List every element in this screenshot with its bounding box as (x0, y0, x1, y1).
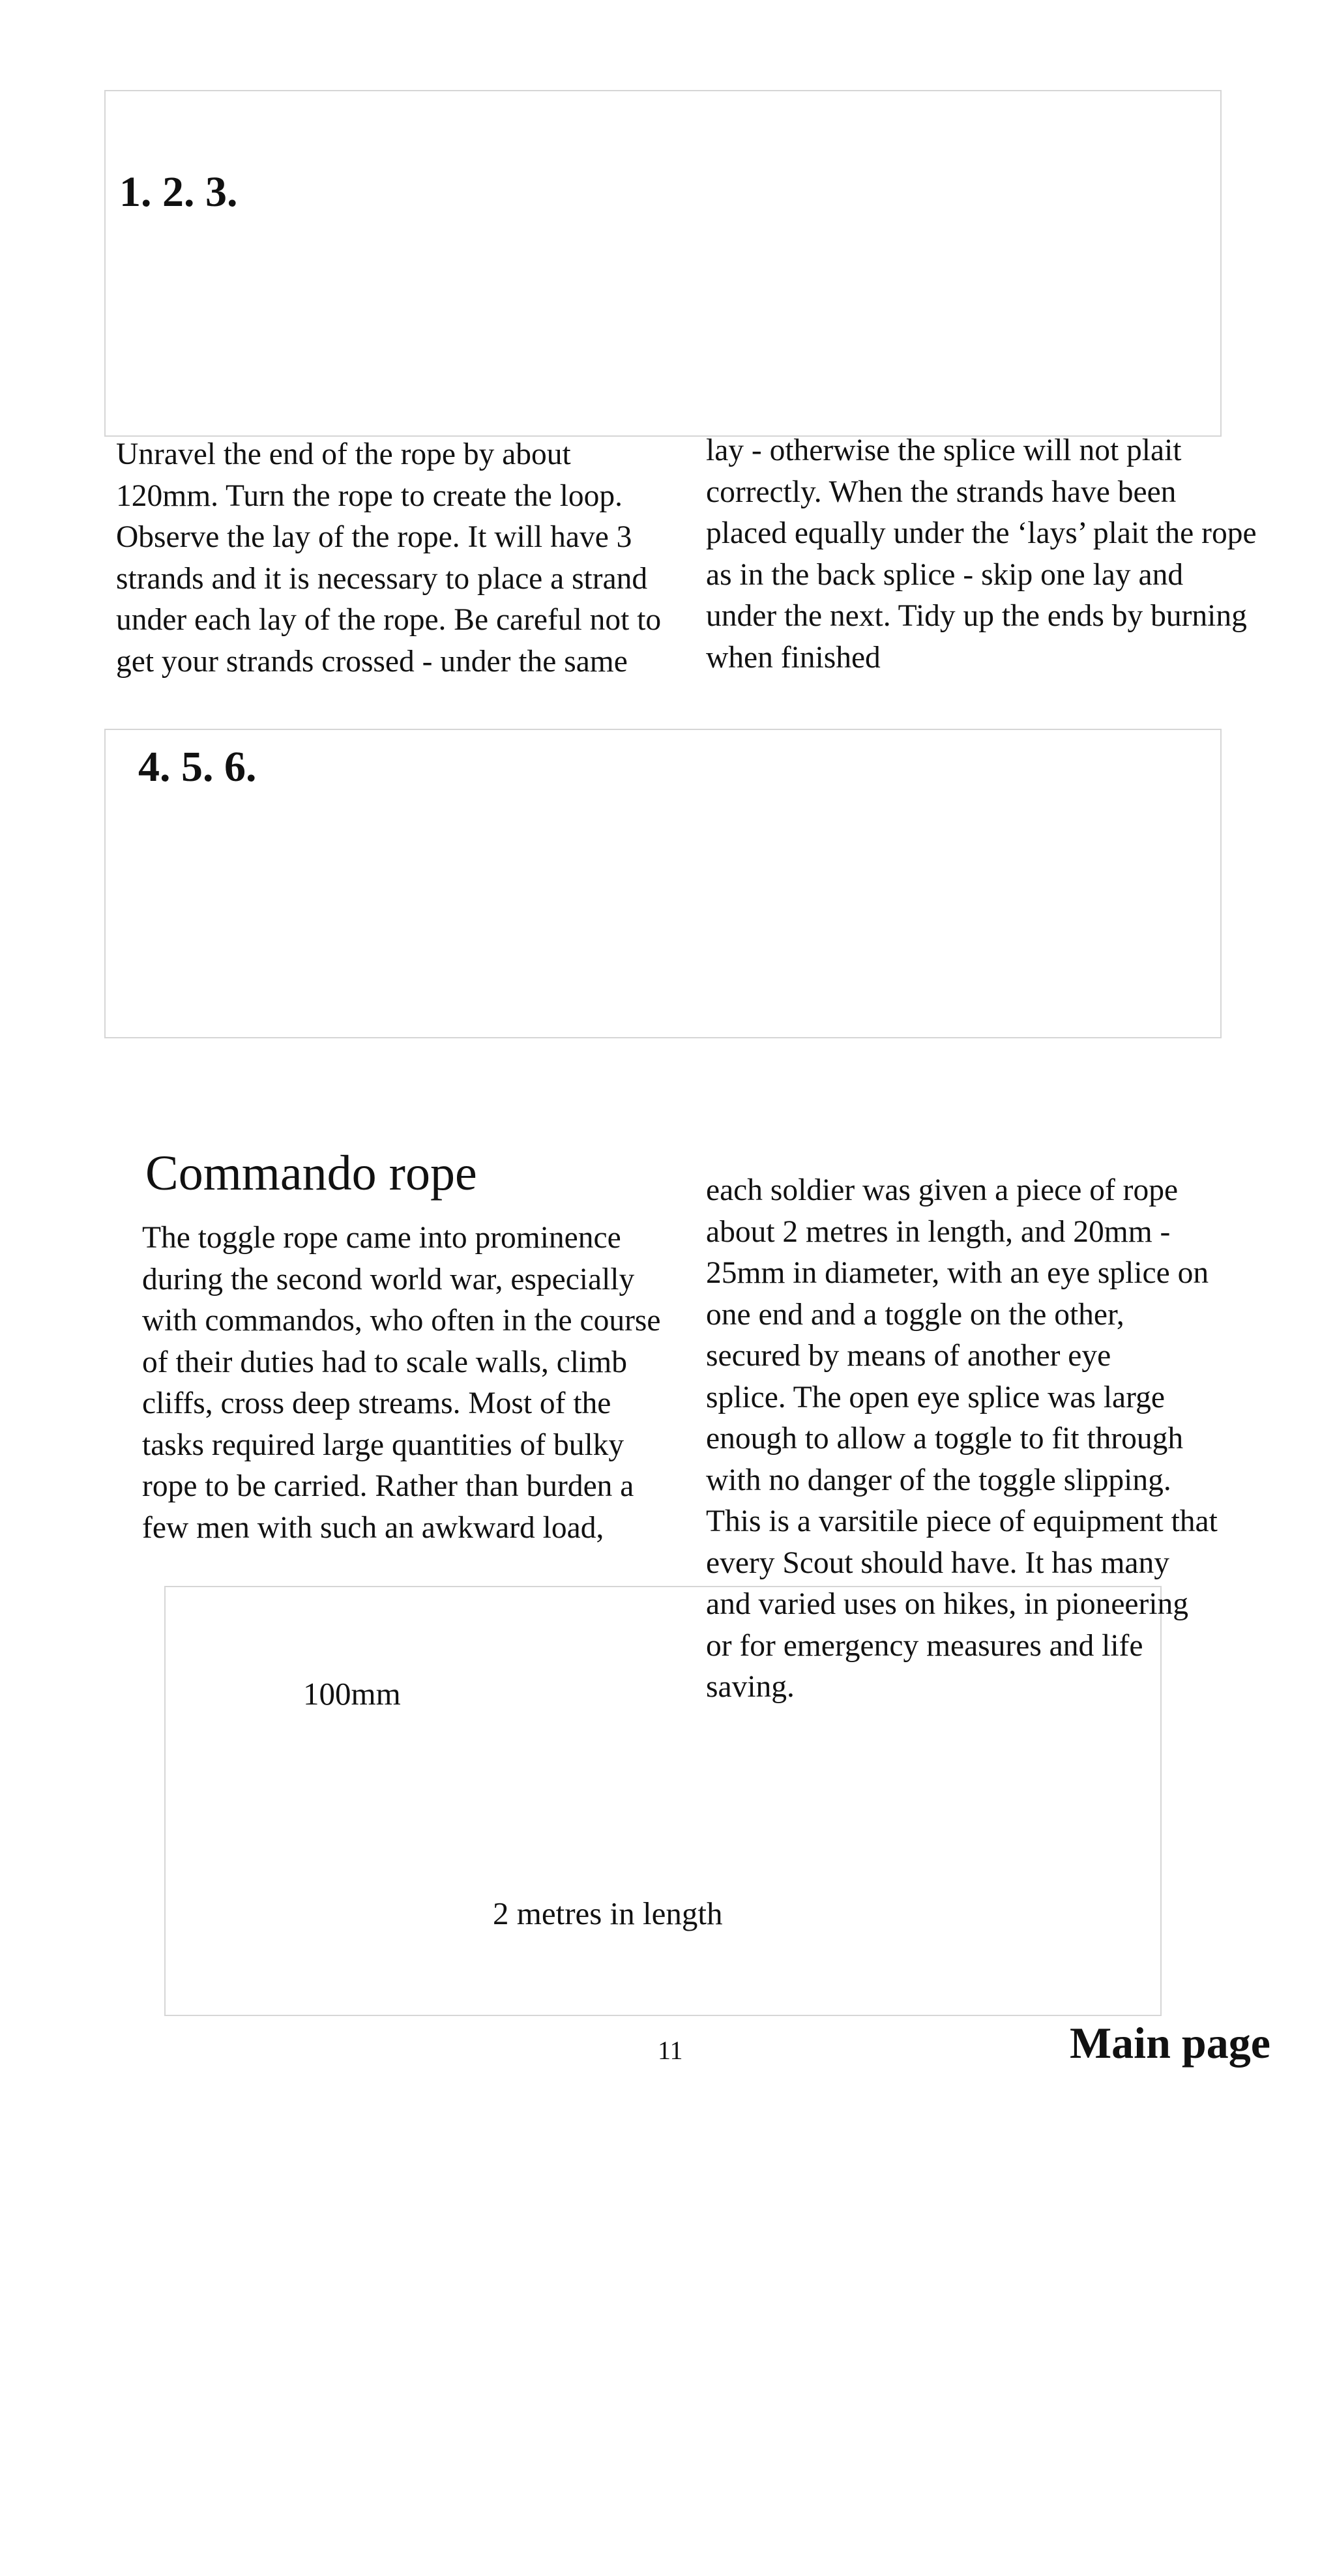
steps-1-3-illustration-frame (104, 90, 1222, 437)
text-line: cliffs, cross deep streams. Most of the (142, 1386, 611, 1420)
text-line: with no danger of the toggle slipping. (706, 1463, 1171, 1497)
steps-4-6-illustration-frame (104, 729, 1222, 1038)
text-line: with commandos, who often in the course (142, 1304, 661, 1338)
text-line: 25mm in diameter, with an eye splice on (706, 1256, 1209, 1290)
text-line: about 2 metres in length, and 20mm - (706, 1214, 1171, 1249)
text-line: secured by means of another eye (706, 1339, 1111, 1373)
text-line: get your strands crossed - under the same (116, 644, 628, 679)
text-line: or for emergency measures and life (706, 1628, 1143, 1663)
text-line: and varied uses on hikes, in pioneering (706, 1587, 1189, 1621)
text-line: strands and it is necessary to place a strand (116, 561, 648, 596)
steps-1-3-label: 1. 2. 3. (119, 168, 238, 216)
text-line: when finished (706, 640, 881, 675)
text-line: each soldier was given a piece of rope (706, 1173, 1179, 1207)
text-line: under each lay of the rope. Be careful not to (116, 603, 662, 637)
text-line: splice. The open eye splice was large (706, 1380, 1165, 1414)
text-line: lay - otherwise the splice will not plait (706, 433, 1182, 467)
commando-rope-title: Commando rope (145, 1146, 477, 1201)
text-line: Unravel the end of the rope by about (116, 437, 571, 471)
page-number: 11 (658, 2036, 683, 2065)
commando-text-right (706, 1170, 1218, 1708)
text-line: one end and a toggle on the other, (706, 1297, 1124, 1332)
text-line: rope to be carried. Rather than burden a (142, 1469, 634, 1503)
text-line: tasks required large quantities of bulky (142, 1427, 624, 1462)
text-line: The toggle rope came into prominence (142, 1221, 621, 1255)
steps-4-6-label: 4. 5. 6. (138, 743, 257, 791)
text-line: correctly. When the strands have been (706, 475, 1177, 509)
text-line: This is a varsitile piece of equipment that (706, 1504, 1218, 1538)
text-line: every Scout should have. It has many (706, 1545, 1170, 1580)
text-line: few men with such an awkward load, (142, 1510, 604, 1545)
eye-splice-text-left (116, 434, 661, 682)
main-page-link[interactable]: Main page (1070, 2018, 1270, 2068)
text-line: of their duties had to scale walls, climb (142, 1345, 627, 1379)
text-line: during the second world war, especially (142, 1262, 635, 1296)
text-line: placed equally under the ‘lays’ plait the rope (706, 516, 1257, 550)
diagram-label-length: 2 metres in length (493, 1895, 723, 1931)
text-line: under the next. Tidy up the ends by burning (706, 599, 1247, 633)
diagram-label-100mm: 100mm (303, 1676, 401, 1712)
eye-splice-text-right (706, 430, 1257, 679)
commando-text-left (142, 1218, 660, 1549)
text-line: enough to allow a toggle to fit through (706, 1422, 1184, 1456)
text-line: saving. (706, 1670, 795, 1704)
text-line: 120mm. Turn the rope to create the loop. (116, 478, 623, 513)
text-line: Observe the lay of the rope. It will have 3 (116, 520, 632, 554)
text-line: as in the back splice - skip one lay and (706, 557, 1184, 592)
